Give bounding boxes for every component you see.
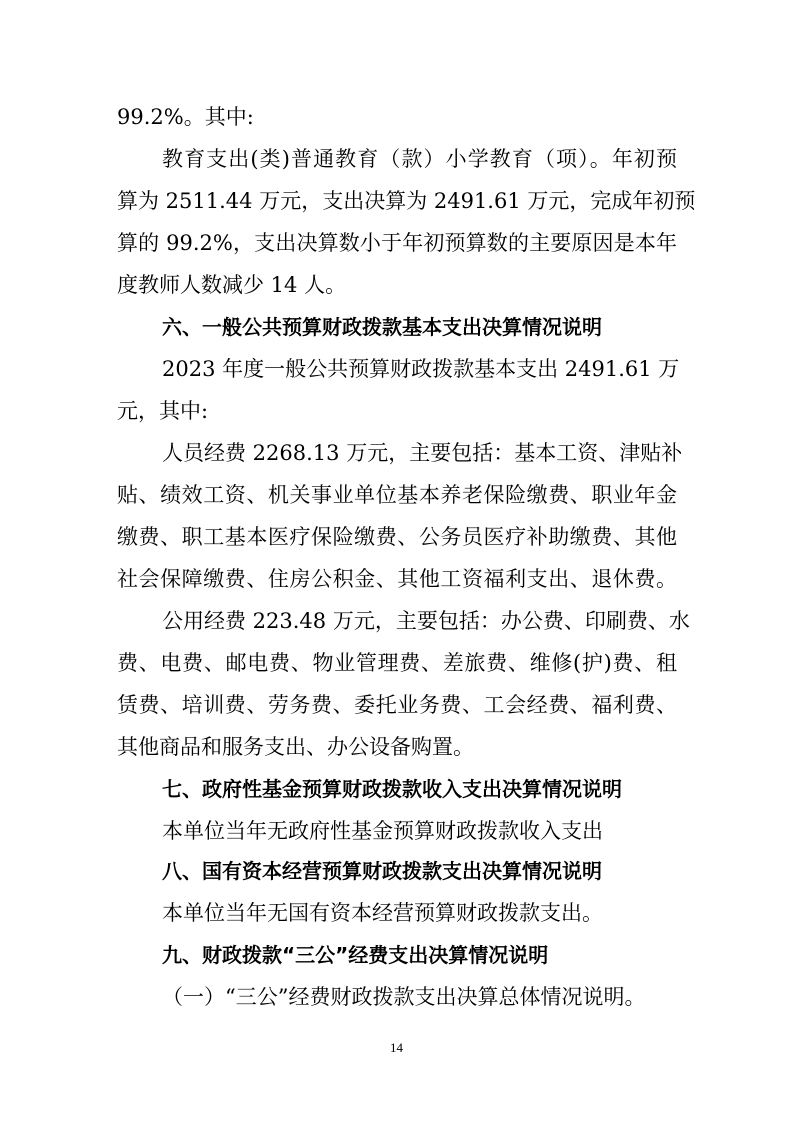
text-line: 缴费、职工基本医疗保险缴费、公务员医疗补助缴费、其他 xyxy=(117,525,677,549)
text-line: 算的 99.2%，支出决算数小于年初预算数的主要原因是本年 xyxy=(117,231,677,255)
section-heading-6: 六、一般公共预算财政拨款基本支出决算情况说明 xyxy=(162,315,602,339)
text-line: 贴、绩效工资、机关事业单位基本养老保险缴费、职业年金 xyxy=(117,483,677,507)
text-line: 教育支出(类)普通教育（款）小学教育（项）。年初预 xyxy=(162,147,677,171)
section-heading-7: 七、政府性基金预算财政拨款收入支出决算情况说明 xyxy=(162,777,622,801)
text-line: 2023 年度一般公共预算财政拨款基本支出 2491.61 万 xyxy=(162,357,680,381)
text-line: 本单位当年无国有资本经营预算财政拨款支出。 xyxy=(162,901,603,925)
text-line: 费、电费、邮电费、物业管理费、差旅费、维修(护)费、租 xyxy=(117,651,677,675)
text-line: 元，其中: xyxy=(117,399,209,423)
page-number: 14 xyxy=(390,1040,403,1055)
subsection-heading: （一）“三公”经费财政拨款支出决算总体情况说明。 xyxy=(162,985,646,1009)
text-line: 公用经费 223.48 万元，主要包括：办公费、印刷费、水 xyxy=(162,609,690,633)
text-line: 社会保障缴费、住房公积金、其他工资福利支出、退休费。 xyxy=(117,567,677,591)
text-line: 本单位当年无政府性基金预算财政拨款收入支出 xyxy=(162,819,603,843)
text-line: 99.2%。其中: xyxy=(117,105,254,129)
text-line: 算为 2511.44 万元，支出决算为 2491.61 万元，完成年初预 xyxy=(117,189,696,213)
text-line: 其他商品和服务支出、办公设备购置。 xyxy=(117,735,474,759)
section-heading-9: 九、财政拨款“三公”经费支出决算情况说明 xyxy=(162,943,549,967)
section-heading-8: 八、国有资本经营预算财政拨款支出决算情况说明 xyxy=(162,859,602,883)
text-line: 度教师人数减少 14 人。 xyxy=(117,273,347,297)
text-line: 人员经费 2268.13 万元，主要包括：基本工资、津贴补 xyxy=(162,441,683,465)
text-line: 赁费、培训费、劳务费、委托业务费、工会经费、福利费、 xyxy=(117,693,677,717)
